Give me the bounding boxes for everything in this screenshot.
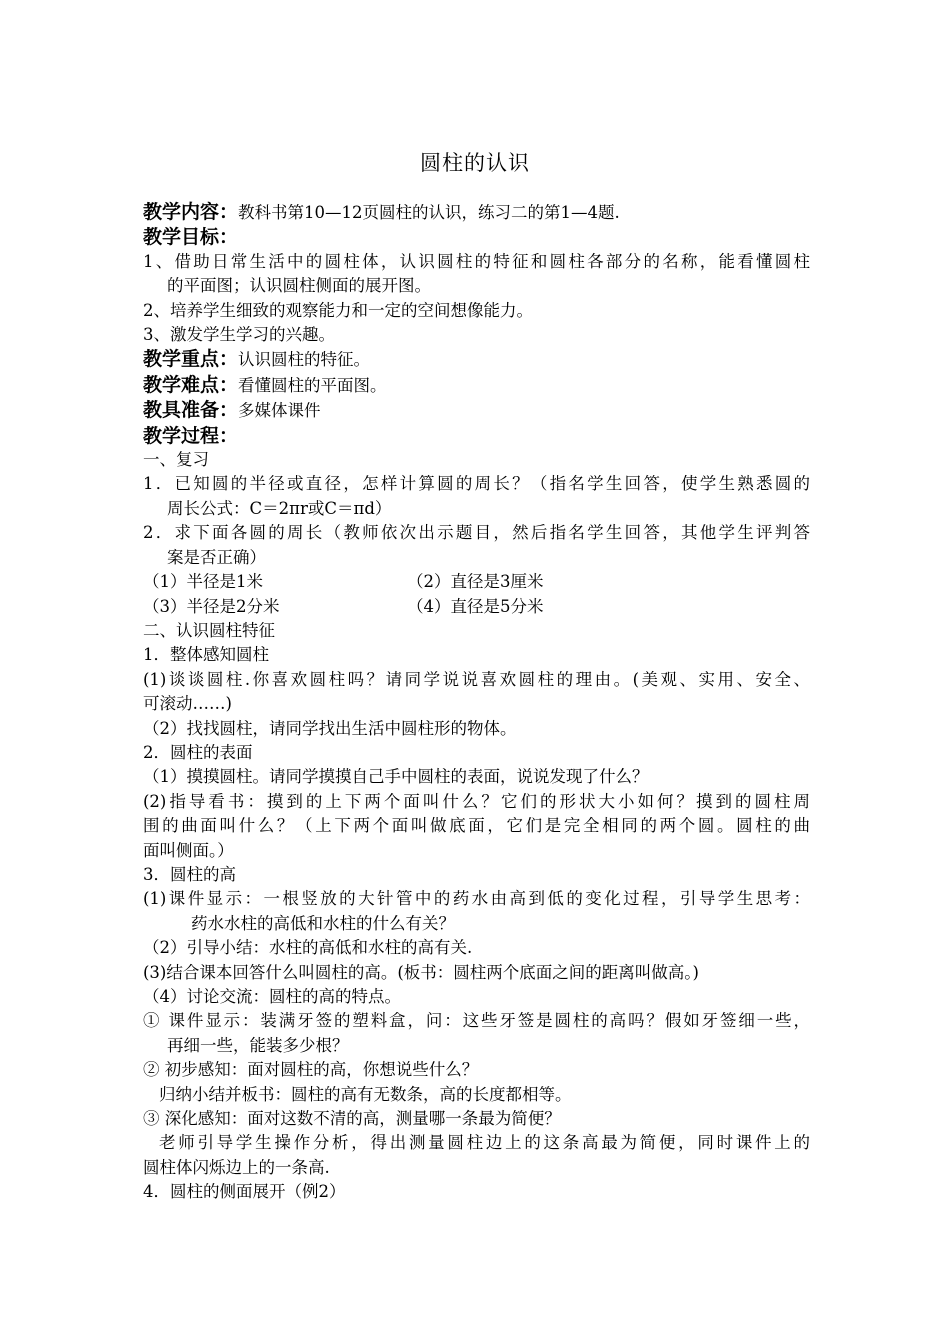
teaching-difficulty bbox=[143, 373, 810, 398]
part-1-b: （2）找找圆柱，请同学找出生活中圆柱形的物体。 bbox=[143, 718, 517, 738]
part-1-heading: 1．整体感知圆柱 bbox=[143, 645, 269, 665]
review-q2-line-1: 2．求下面各圆的周长（教师依次出示题目，然后指名学生回答，其他学生评判答 bbox=[143, 523, 810, 543]
review-item-3: （3）半径是2分米 bbox=[143, 596, 280, 616]
review-item-4: （4）直径是5分米 bbox=[407, 596, 544, 616]
teaching-content-label: 教学内容： bbox=[143, 201, 239, 223]
circle-2-summary: 归纳小结并板书：圆柱的高有无数条，高的长度都相等。 bbox=[159, 1084, 572, 1104]
teaching-content-text: 教科书第10—12页圆柱的认识，练习二的第1—4题. bbox=[238, 203, 620, 222]
part-3-d: （4）讨论交流：圆柱的高的特点。 bbox=[143, 987, 401, 1006]
part-2-b-line-1: (2)指导看书：摸到的上下两个面叫什么？它们的形状大小如何？摸到的圆柱周 bbox=[143, 791, 810, 811]
part-3-a-line-2: 药水水柱的高低和水柱的什么有关？ bbox=[191, 913, 455, 933]
keypoint-text: 认识圆柱的特征。 bbox=[238, 350, 371, 370]
teaching-goals-label: 教学目标： bbox=[143, 226, 239, 249]
keypoint-label: 教学重点： bbox=[143, 348, 239, 371]
review-item-1: （1）半径是1米 bbox=[143, 572, 263, 592]
goal-2: 2、培养学生细致的观察能力和一定的空间想像能力。 bbox=[143, 300, 533, 320]
part-3-heading: 3．圆柱的高 bbox=[143, 864, 236, 884]
review-items-row-1 bbox=[143, 570, 810, 594]
difficulty-text: 看懂圆柱的平面图。 bbox=[238, 375, 387, 395]
review-q2-line-2: 案是否正确） bbox=[167, 547, 266, 567]
section-review: 一、复习 bbox=[143, 450, 209, 470]
circle-2: ② 初步感知：面对圆柱的高，你想说些什么？ bbox=[143, 1060, 479, 1080]
part-2-a: （1）摸摸圆柱。请同学摸摸自己手中圆柱的表面，说说发现了什么？ bbox=[143, 767, 649, 787]
difficulty-label: 教学难点： bbox=[143, 373, 239, 396]
teaching-process-label: 教学过程： bbox=[143, 424, 239, 447]
part-1-a-line-1: (1)谈谈圆柱.你喜欢圆柱吗？请同学说说喜欢圆柱的理由。(美观、实用、安全、 bbox=[143, 669, 810, 689]
review-item-2: （2）直径是3厘米 bbox=[407, 572, 544, 592]
circle-1-line-2: 再细一些，能装多少根？ bbox=[167, 1035, 349, 1055]
tools-label: 教具准备： bbox=[143, 399, 239, 422]
tools-text: 多媒体课件 bbox=[238, 401, 321, 421]
section-features: 二、认识圆柱特征 bbox=[143, 620, 275, 640]
document-body bbox=[143, 200, 810, 1205]
part-4-heading: 4．圆柱的侧面展开（例2） bbox=[143, 1182, 346, 1202]
teaching-content bbox=[143, 200, 810, 225]
circle-3-detail-line-2: 圆柱体闪烁边上的一条高. bbox=[143, 1157, 330, 1177]
goal-1-line-2: 的平面图；认识圆柱侧面的展开图。 bbox=[167, 276, 431, 296]
part-3-b: （2）引导小结：水柱的高低和水柱的高有关. bbox=[143, 938, 473, 958]
teaching-keypoint bbox=[143, 347, 810, 372]
goal-3: 3、激发学生学习的兴趣。 bbox=[143, 325, 335, 345]
review-items-row-2 bbox=[143, 595, 810, 619]
circle-1-line-1: ① 课件显示：装满牙签的塑料盒，问：这些牙签是圆柱的高吗？假如牙签细一些， bbox=[143, 1011, 810, 1031]
review-q1-line-1: 1．已知圆的半径或直径，怎样计算圆的周长？（指名学生回答，使学生熟悉圆的 bbox=[143, 474, 810, 494]
document-title: 圆柱的认识 bbox=[420, 151, 530, 175]
goal-1-line-1: 1、借助日常生活中的圆柱体，认识圆柱的特征和圆柱各部分的名称，能看懂圆柱 bbox=[143, 251, 810, 271]
part-1-a-line-2: 可滚动……) bbox=[143, 694, 232, 714]
circle-3: ③ 深化感知：面对这数不清的高，测量哪一条最为简便？ bbox=[143, 1109, 561, 1129]
part-2-b-line-2: 围的曲面叫什么？（上下两个面叫做底面，它们是完全相同的两个圆。圆柱的曲 bbox=[143, 816, 810, 836]
teaching-tools bbox=[143, 398, 810, 423]
part-3-a-line-1: (1)课件显示：一根竖放的大针管中的药水由高到低的变化过程，引导学生思考： bbox=[143, 889, 810, 909]
review-q1-line-2: 周长公式：C＝2πr或C＝πd） bbox=[167, 498, 392, 518]
part-2-b-line-3: 面叫侧面。） bbox=[143, 840, 234, 860]
part-2-heading: 2．圆柱的表面 bbox=[143, 742, 253, 762]
circle-3-detail-line-1: 老师引导学生操作分析，得出测量圆柱边上的这条高最为简便，同时课件上的 bbox=[159, 1133, 810, 1153]
part-3-c: (3)结合课本回答什么叫圆柱的高。(板书：圆柱两个底面之间的距离叫做高。) bbox=[143, 962, 699, 982]
